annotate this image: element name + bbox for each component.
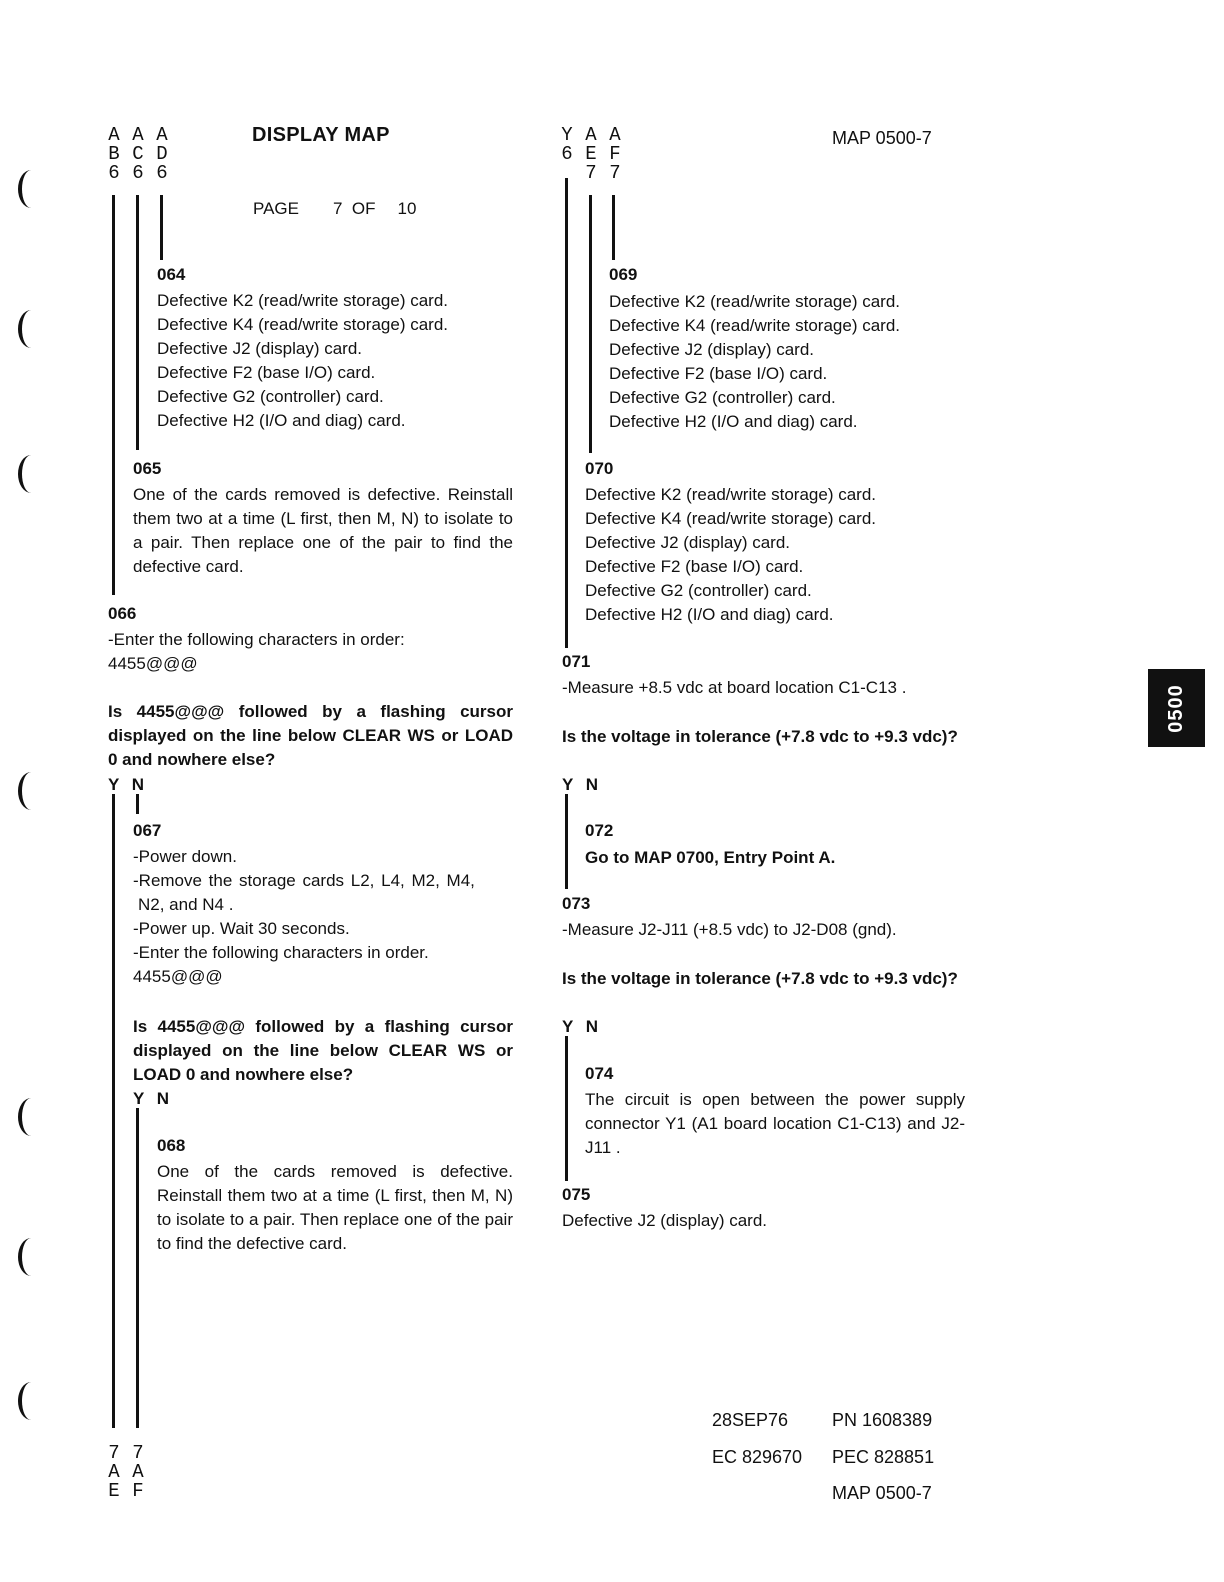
connector-ae7: A E 7 xyxy=(585,124,597,184)
flow-line xyxy=(112,195,115,595)
list-item: Defective J2 (display) card. xyxy=(609,340,815,359)
binder-hole xyxy=(18,310,44,348)
instruction-line: 4455@@@ xyxy=(133,967,223,986)
connector-y6: Y 6 xyxy=(561,124,573,165)
step-068-text: One of the cards removed is defective. Reinstall them two at a time (L first, then M, N) to isolate to a pair. Then replace one of the pair to find the defective card. xyxy=(157,1162,513,1253)
step-071-number: 071 xyxy=(562,652,591,671)
step-067-number: 067 xyxy=(133,821,162,840)
flow-line xyxy=(112,794,115,1428)
list-item: Defective J2 (display) card. xyxy=(157,339,363,358)
instruction-line: -Power up. Wait 30 seconds. xyxy=(133,919,350,938)
page-title: DISPLAY MAP xyxy=(252,124,390,146)
step-065-text: One of the cards removed is defective. Reinstall them two at a time (L first, then M, N) to isolate to a pair. Then replace one of the pair to find the defective card. xyxy=(133,485,513,576)
flow-line xyxy=(589,195,592,453)
connector-7ae: 7 A E xyxy=(108,1442,120,1502)
section-tab xyxy=(1148,669,1205,747)
step-074-number: 074 xyxy=(585,1064,614,1083)
flow-line xyxy=(565,178,568,648)
step-075-number: 075 xyxy=(562,1185,591,1204)
list-item: Defective K4 (read/write storage) card. xyxy=(609,316,901,335)
list-item: Defective H2 (I/O and diag) card. xyxy=(609,412,858,431)
flow-line xyxy=(136,195,139,450)
list-item: Defective K2 (read/write storage) card. xyxy=(609,292,901,311)
flow-line xyxy=(160,195,163,260)
step-073-question: Is the voltage in tolerance (+7.8 vdc to +9.3 vdc)? xyxy=(562,969,958,988)
list-item: Defective H2 (I/O and diag) card. xyxy=(157,411,406,430)
flow-line xyxy=(136,794,139,814)
step-068-number: 068 xyxy=(157,1136,186,1155)
connector-ad6: A D 6 xyxy=(156,124,168,184)
step-066-yes-no: Y N xyxy=(108,775,145,794)
step-073-instruction: -Measure J2-J11 (+8.5 vdc) to J2-D08 (gnd). xyxy=(562,920,897,939)
instruction-line: -Power down. xyxy=(133,847,237,866)
list-item: Defective G2 (controller) card. xyxy=(585,581,812,600)
list-item: Defective K2 (read/write storage) card. xyxy=(585,485,877,504)
connector-7af: 7 A F xyxy=(132,1442,144,1502)
connector-ac6: A C 6 xyxy=(132,124,144,184)
list-item: Defective K4 (read/write storage) card. xyxy=(585,509,877,528)
step-069-list xyxy=(609,290,900,434)
footer-date: 28SEP76 xyxy=(712,1410,789,1430)
list-item: Defective F2 (base I/O) card. xyxy=(157,363,376,382)
binder-hole xyxy=(18,1238,44,1276)
step-073-yes-no: Y N xyxy=(562,1017,599,1036)
instruction-line: -Remove the storage cards L2, L4, M2, M4, xyxy=(133,871,475,890)
connector-af7: A F 7 xyxy=(609,124,621,184)
step-074-text: The circuit is open between the power supply connector Y1 (A1 board location C1-C13) and J2-J11 . xyxy=(585,1090,965,1157)
flow-line xyxy=(136,1108,139,1428)
list-item: Defective G2 (controller) card. xyxy=(609,388,836,407)
step-071-instruction: -Measure +8.5 vdc at board location C1-C13 . xyxy=(562,678,907,697)
list-item: Defective K4 (read/write storage) card. xyxy=(157,315,449,334)
section-tab-label: 0500 xyxy=(1165,683,1187,733)
list-item: Defective F2 (base I/O) card. xyxy=(585,557,804,576)
flow-line xyxy=(565,794,568,889)
step-064-number: 064 xyxy=(157,265,186,284)
flow-line xyxy=(565,1036,568,1181)
step-070-number: 070 xyxy=(585,459,614,478)
step-064-list xyxy=(157,289,448,433)
step-072-number: 072 xyxy=(585,821,614,840)
list-item: Defective F2 (base I/O) card. xyxy=(609,364,828,383)
step-075-text: Defective J2 (display) card. xyxy=(562,1211,768,1230)
step-069-number: 069 xyxy=(609,265,638,284)
step-066-number: 066 xyxy=(108,604,137,623)
binder-hole xyxy=(18,455,44,493)
step-067-yes-no: Y N xyxy=(133,1089,170,1108)
binder-hole xyxy=(18,1098,44,1136)
list-item: Defective K2 (read/write storage) card. xyxy=(157,291,449,310)
step-066-instruction: -Enter the following characters in order: xyxy=(108,630,405,649)
binder-hole xyxy=(18,170,44,208)
flow-line xyxy=(612,195,615,260)
list-item: Defective J2 (display) card. xyxy=(585,533,791,552)
step-066-characters: 4455@@@ xyxy=(108,654,198,673)
step-066-question: Is 4455@@@ followed by a flashing cursor displayed on the line below CLEAR WS or LOAD 0 and nowhere else? xyxy=(108,702,513,769)
step-073-number: 073 xyxy=(562,894,591,913)
step-065-number: 065 xyxy=(133,459,162,478)
step-072-goto: Go to MAP 0700, Entry Point A. xyxy=(585,848,836,867)
binder-hole xyxy=(18,1382,44,1420)
footer-pec: PEC 828851 xyxy=(832,1447,935,1467)
map-id-header: MAP 0500-7 xyxy=(832,128,932,148)
list-item: Defective G2 (controller) card. xyxy=(157,387,384,406)
list-item: Defective H2 (I/O and diag) card. xyxy=(585,605,834,624)
connector-ab6: A B 6 xyxy=(108,124,120,184)
step-067-question: Is 4455@@@ followed by a flashing cursor displayed on the line below CLEAR WS or LOAD 0 and nowhere else? xyxy=(133,1017,513,1084)
step-071-question: Is the voltage in tolerance (+7.8 vdc to +9.3 vdc)? xyxy=(562,727,958,746)
binder-hole xyxy=(18,772,44,810)
step-070-list xyxy=(585,483,876,627)
page-label: PAGE 7 OF 10 xyxy=(253,199,417,218)
instruction-line: N2, and N4 . xyxy=(138,895,234,914)
instruction-line: -Enter the following characters in order. xyxy=(133,943,429,962)
footer-map-id: MAP 0500-7 xyxy=(832,1483,932,1503)
footer-part-number: PN 1608389 xyxy=(832,1410,933,1430)
step-067-instructions xyxy=(133,845,513,989)
footer-ec: EC 829670 xyxy=(712,1447,803,1467)
step-071-yes-no: Y N xyxy=(562,775,599,794)
